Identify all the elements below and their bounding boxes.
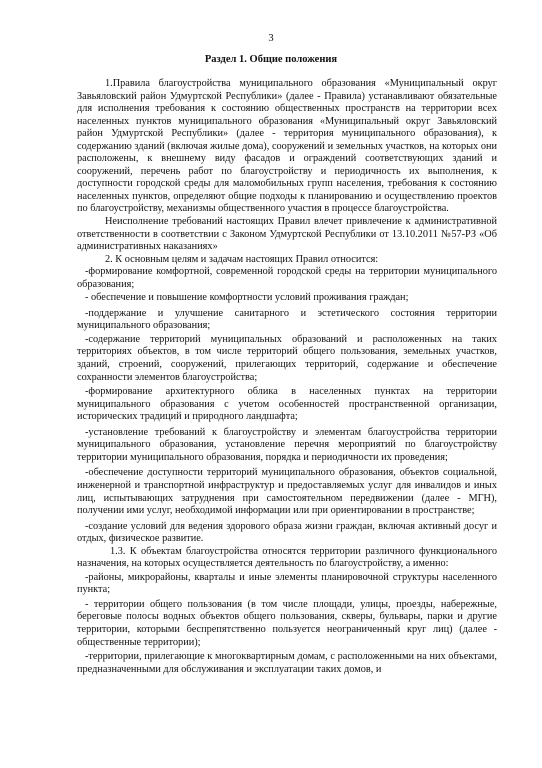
paragraph: 1.Правила благоустройства муниципального образования «Муниципальный округ Завьяловский район Удмуртской Республики» (далее - Правила) устанавливают обязательные для исполнения требования к состоянию общественных пространств на территории всех населенных пунктов муниципального образования «Муниципальный округ Завьяловский район Удмуртской Республики» (далее - территория муниципального образования), к содержанию зданий (включая жилые дома), сооружений и земельных участков, на которых они расположены, к внешнему виду фасадов и ограждений соответствующих зданий и сооружений, перечень работ по благоустройству и периодичность их выполнения, к доступности городской среды для маломобильных групп населения, требования к состоянию населенных пунктов, определяют общие подходы к планированию и осуществлению проектов по благоустройству, механизмы общественного участия в процессе благоустройства. <box>77 78 497 215</box>
document-body <box>77 78 497 676</box>
paragraph: -создание условий для ведения здорового образа жизни граждан, включая активный досуг и отдых, физическое развитие. <box>77 520 497 545</box>
section-title: Раздел 1. Общие положения <box>204 54 338 65</box>
paragraph: - обеспечение и повышение комфортности условий проживания граждан; <box>85 292 409 304</box>
paragraph: -содержание территорий муниципальных образований и расположенных на таких территориях объектов, в том числе территорий общего пользования, земельных участков, зданий, строений, сооружений, прилегающих территорий, содержание и обеспечение сохранности элементов благоустройства; <box>77 333 497 383</box>
paragraph: -территории, прилегающие к многоквартирным домам, с расположенными на них объектами, предназначенными для обслуживания и эксплуатации таких домов, и <box>77 651 497 675</box>
paragraph: -обеспечение доступности территорий муниципального образования, объектов социальной, инженерной и транспортной инфраструктур и предоставляемых услуг для инвалидов и иных лиц, испытывающих затруднения при самостоятельном передвижении (далее - МГН), получении ими услуг, необходимой информации или при ориентировании в пространстве; <box>77 467 497 517</box>
paragraph: -районы, микрорайоны, кварталы и иные элементы планировочной структуры населенного пункта; <box>77 571 497 596</box>
page-number: 3 <box>268 33 274 44</box>
paragraph: Неисполнение требований настоящих Правил влечет привлечение к административной ответственности в соответствии с Законом Удмуртской Республики от 13.10.2011 №57-РЗ «Об административных наказаниях» <box>77 216 497 253</box>
paragraph: -установление требований к благоустройству и элементам благоустройства территории муниципального образования, установление перечня мероприятий по благоустройству территории муниципального образования, порядка и периодичности их проведения; <box>77 426 497 463</box>
paragraph: 1.3. К объектам благоустройства относятся территории различного функционального назначения, на которых осуществляется деятельность по благоустройству, а именно: <box>77 545 497 570</box>
paragraph: -формирование комфортной, современной городской среды на территории муниципального образования; <box>77 266 497 290</box>
paragraph: -формирование архитектурного облика в населенных пунктах на территории муниципального образования с учетом особенностей пространственной организации, исторических традиций и природного ландшафта; <box>77 386 497 423</box>
paragraph: -поддержание и улучшение санитарного и эстетического состояния территории муниципального образования; <box>77 307 497 332</box>
paragraph: - территории общего пользования (в том числе площади, улицы, проезды, набережные, береговые полосы водных объектов общего пользования, скверы, бульвары, парки и другие территории, которыми беспрепятственно пользуется неограниченный круг лиц) (далее - общественные территории); <box>77 598 497 648</box>
paragraph: 2. К основным целям и задачам настоящих Правил относится: <box>105 253 379 265</box>
